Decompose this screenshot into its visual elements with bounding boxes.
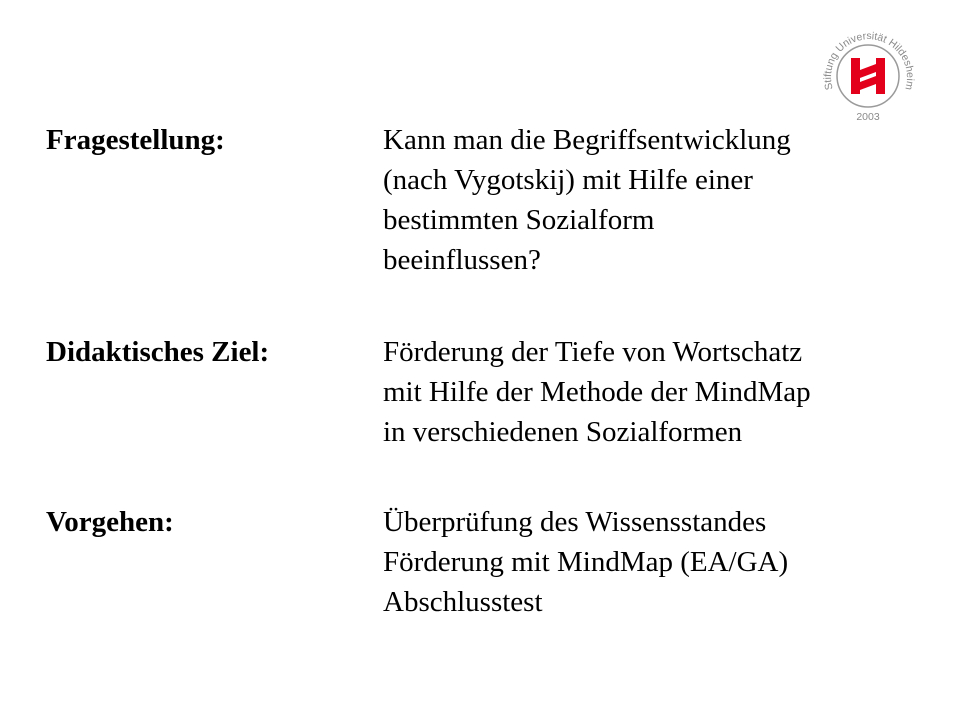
- seal-ring: [837, 45, 899, 107]
- content-line: Abschlusstest: [383, 586, 543, 618]
- content-line: mit Hilfe der Methode der MindMap: [383, 376, 811, 408]
- content-line: bestimmten Sozialform: [383, 204, 655, 236]
- section-content: [383, 332, 811, 452]
- university-seal-icon: [812, 20, 924, 132]
- section-label: Vorgehen:: [46, 506, 174, 538]
- content-line: Überprüfung des Wissensstandes: [383, 506, 767, 538]
- content-line: Kann man die Begriffsentwicklung: [383, 124, 791, 156]
- seal-year: 2003: [856, 111, 880, 123]
- content-line: beeinflussen?: [383, 244, 541, 276]
- content-line: in verschiedenen Sozialformen: [383, 416, 743, 448]
- section-label: Didaktisches Ziel:: [46, 336, 270, 368]
- university-logo: [812, 20, 924, 132]
- red-h-mark: [851, 58, 885, 94]
- content-line: Förderung mit MindMap (EA/GA): [383, 546, 789, 578]
- section-label: Fragestellung:: [46, 124, 225, 156]
- section-content: [383, 120, 791, 280]
- content-line: (nach Vygotskij) mit Hilfe einer: [383, 164, 753, 196]
- seal-arc-text: Stiftung Universität Hildesheim: [821, 30, 917, 92]
- section-content: [383, 502, 788, 622]
- content-line: Förderung der Tiefe von Wortschatz: [383, 336, 803, 368]
